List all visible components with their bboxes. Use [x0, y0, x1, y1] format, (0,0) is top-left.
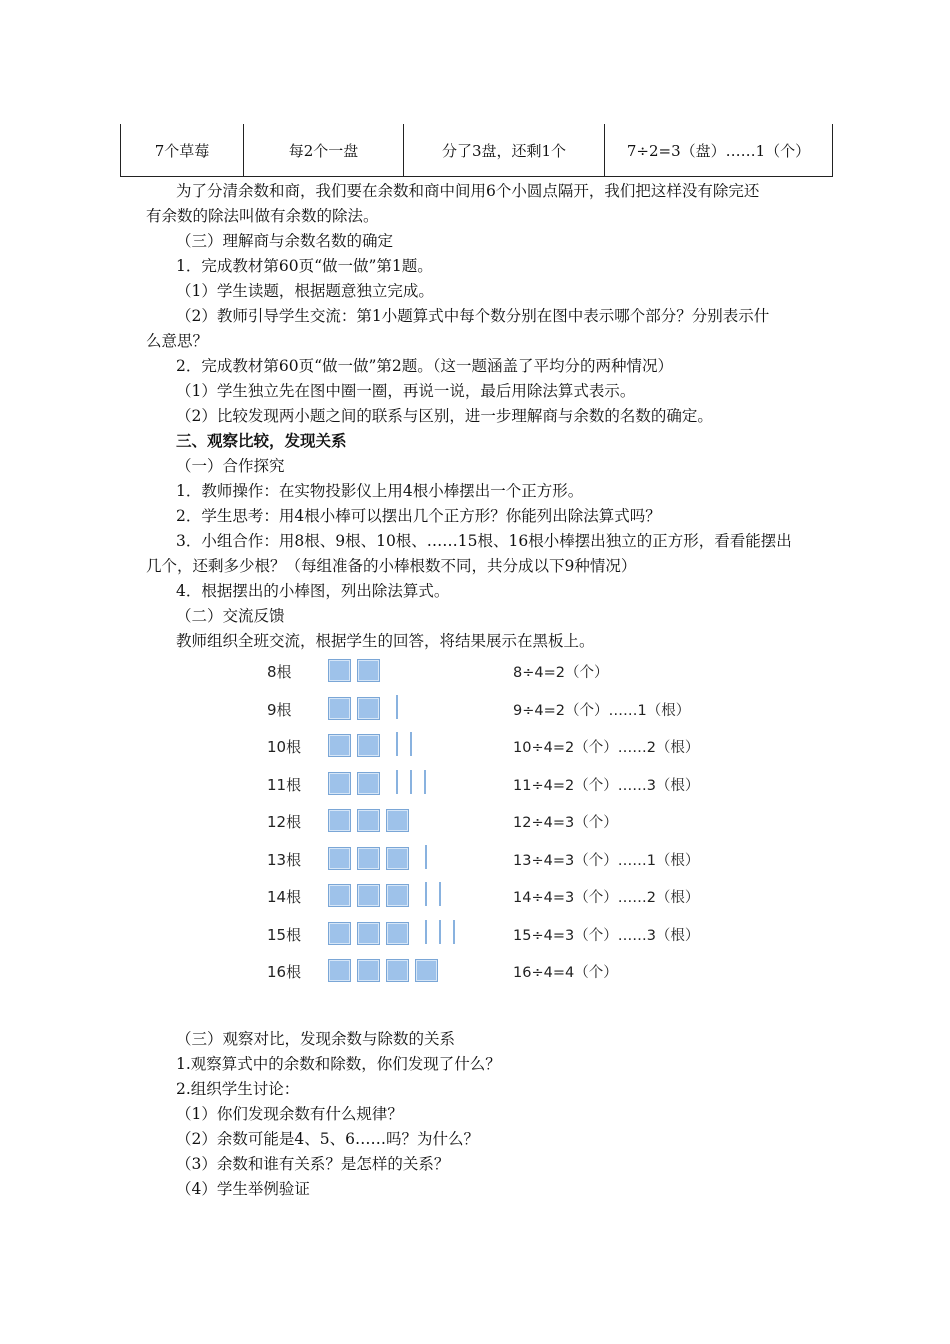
stick-icon [425, 882, 427, 906]
paragraph-line: 几个，还剩多少根？（每组准备的小棒根数不同，共分成以下9种情况） [146, 557, 637, 575]
paragraph-line: 教师组织全班交流，根据学生的回答，将结果展示在黑板上。 [176, 632, 595, 650]
square-icon [328, 697, 351, 720]
stick-square-diagram [260, 657, 730, 1002]
division-expression: 15÷4=3（个）……3（根） [513, 927, 700, 944]
table-cell: 每2个一盘 [288, 141, 359, 160]
stick-count-label: 12根 [267, 813, 302, 831]
stick-icon [425, 920, 427, 944]
square-icon [357, 697, 380, 720]
division-expression: 14÷4=3（个）……2（根） [513, 890, 700, 906]
table-row [120, 124, 833, 177]
stick-count-label: 11根 [267, 775, 302, 794]
stick-count-label: 16根 [267, 963, 302, 981]
table-cell: 7÷2=3（盘）……1（个） [626, 141, 811, 160]
square-icon [386, 959, 409, 982]
stick-count-label: 15根 [267, 925, 302, 944]
table-cell: 7个草莓 [154, 141, 210, 160]
paragraph-line: （2）教师引导学生交流：第1小题算式中每个数分别在图中表示哪个部分？分别表示什 [176, 307, 770, 325]
paragraph-line: 3．小组合作：用8根、9根、10根、……15根、16根小棒摆出独立的正方形，看看能摆出 [176, 532, 792, 550]
division-expression: 8÷4=2（个） [513, 665, 609, 681]
diagram-row [260, 732, 730, 760]
paragraph-line: （4）学生举例验证 [176, 1180, 310, 1198]
diagram-row [260, 957, 730, 985]
diagram-row [260, 770, 730, 798]
square-icon [357, 772, 380, 795]
square-icon [328, 809, 351, 832]
diagram-row [260, 845, 730, 873]
paragraph-line: （2）余数可能是4、5、6……吗？为什么？ [176, 1130, 479, 1148]
diagram-row [260, 695, 730, 723]
paragraph-line: 2．学生思考：用4根小棒可以摆出几个正方形？你能列出除法算式吗？ [176, 507, 661, 525]
paragraph-line: （三）观察对比，发现余数与除数的关系 [176, 1030, 456, 1048]
section-heading: 三、观察比较，发现关系 [176, 431, 347, 450]
paragraph-line: （1）学生独立先在图中圈一圈，再说一说，最后用除法算式表示。 [176, 382, 636, 400]
division-expression: 12÷4=3（个） [513, 815, 618, 831]
stick-count-label: 13根 [267, 850, 302, 869]
division-expression: 9÷4=2（个）……1（根） [513, 702, 691, 719]
paragraph-line: （1）学生读题，根据题意独立完成。 [176, 282, 434, 300]
paragraph-line: 2．完成教材第60页“做一做”第2题。（这一题涵盖了平均分的两种情况） [176, 357, 674, 375]
square-icon [328, 847, 351, 870]
stick-count-label: 10根 [267, 738, 302, 756]
stick-icon [396, 770, 398, 794]
square-icon [328, 772, 351, 795]
stick-icon [424, 770, 426, 794]
stick-icon [425, 845, 427, 869]
square-icon [328, 734, 351, 757]
paragraph-line: 为了分清余数和商，我们要在余数和商中间用6个小圆点隔开，我们把这样没有除完还 [176, 182, 760, 200]
paragraph-line: 1．完成教材第60页“做一做”第1题。 [176, 257, 433, 275]
stick-count-label: 8根 [267, 663, 292, 681]
stick-icon [396, 732, 398, 756]
stick-icon [396, 695, 398, 719]
square-icon [357, 922, 380, 945]
paragraph-line: 4．根据摆出的小棒图，列出除法算式。 [176, 582, 450, 600]
square-icon [328, 659, 351, 682]
stick-icon [410, 732, 412, 756]
stick-icon [439, 920, 441, 944]
square-icon [357, 659, 380, 682]
division-expression: 16÷4=4（个） [513, 965, 618, 981]
paragraph-line: （3）余数和谁有关系？是怎样的关系？ [176, 1155, 450, 1173]
paragraph-line: （2）比较发现两小题之间的联系与区别，进一步理解商与余数的名数的确定。 [176, 407, 713, 425]
diagram-row [260, 657, 730, 685]
square-icon [357, 809, 380, 832]
diagram-row [260, 807, 730, 835]
paragraph-line: （三）理解商与余数名数的确定 [176, 232, 394, 250]
stick-icon [439, 882, 441, 906]
square-icon [386, 922, 409, 945]
stick-icon [453, 920, 455, 944]
division-expression: 11÷4=2（个）……3（根） [513, 777, 700, 794]
paragraph-line: 1.观察算式中的余数和除数，你们发现了什么？ [176, 1055, 501, 1073]
square-icon [386, 884, 409, 907]
paragraph-line: （1）你们发现余数有什么规律？ [176, 1105, 403, 1123]
square-icon [386, 847, 409, 870]
paragraph-line: （一）合作探究 [176, 457, 285, 475]
square-icon [328, 884, 351, 907]
stick-count-label: 14根 [267, 888, 302, 906]
square-icon [328, 922, 351, 945]
paragraph-line: 有余数的除法叫做有余数的除法。 [146, 207, 379, 225]
table-cell: 分了3盘，还剩1个 [441, 141, 567, 160]
division-expression: 13÷4=3（个）……1（根） [513, 852, 700, 869]
paragraph-line: （二）交流反馈 [176, 607, 285, 625]
square-icon [328, 959, 351, 982]
square-icon [357, 959, 380, 982]
square-icon [357, 847, 380, 870]
square-icon [386, 809, 409, 832]
paragraph-line: 1．教师操作：在实物投影仪上用4根小棒摆出一个正方形。 [176, 482, 584, 500]
square-icon [415, 959, 438, 982]
square-icon [357, 734, 380, 757]
paragraph-line: 么意思？ [146, 332, 209, 350]
stick-icon [410, 770, 412, 794]
diagram-row [260, 920, 730, 948]
square-icon [357, 884, 380, 907]
paragraph-line: 2.组织学生讨论： [176, 1080, 300, 1098]
stick-count-label: 9根 [267, 700, 292, 719]
diagram-row [260, 882, 730, 910]
division-expression: 10÷4=2（个）……2（根） [513, 740, 700, 756]
